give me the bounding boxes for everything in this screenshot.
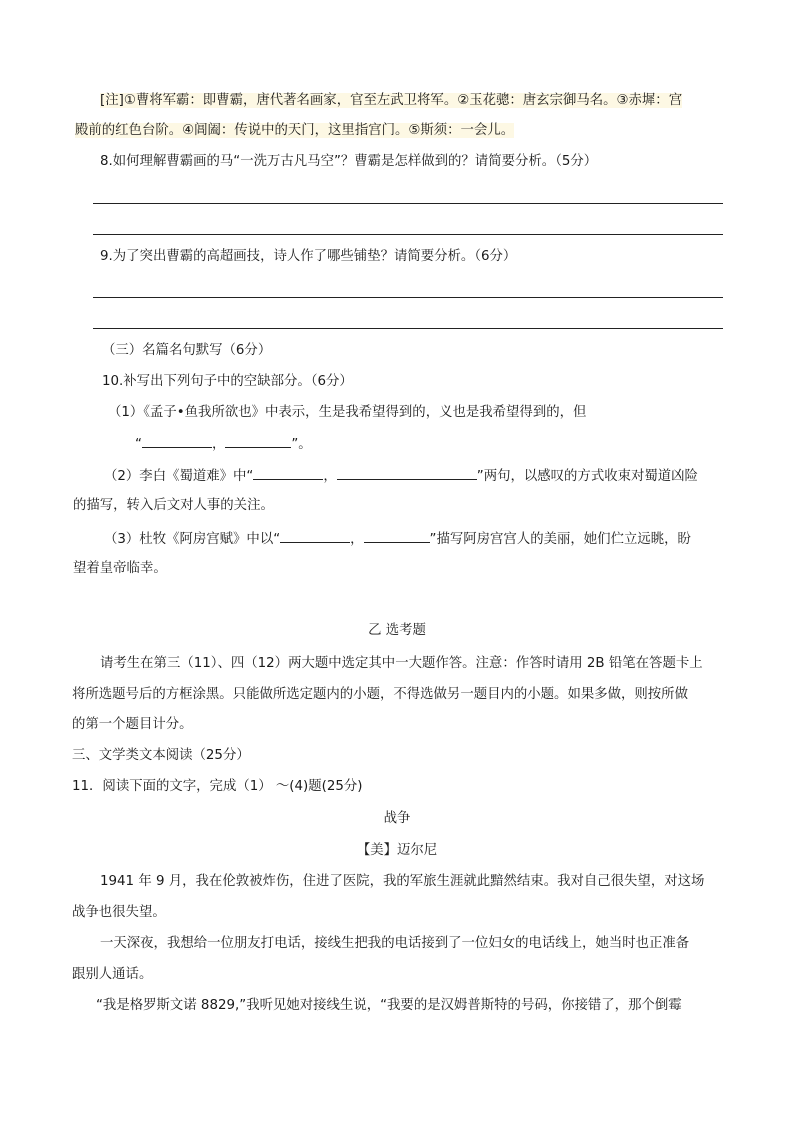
- notes-text-2: 殿前的红色台阶。④阊阖：传说中的天门，这里指宫门。⑤斯须：一会儿。: [75, 123, 515, 138]
- question-10: 10.补写出下列句子中的空缺部分。（6分）: [102, 374, 353, 389]
- question-10-3-pre: （3）杜牧《阿房宫赋》中以“: [104, 532, 281, 547]
- instructions-line-3: 的第一个题目计分。: [72, 717, 193, 732]
- answer-line[interactable]: [93, 297, 723, 298]
- answer-line[interactable]: [93, 328, 723, 329]
- question-9: 9.为了突出曹霸的高超画技，诗人作了哪些铺垫？请简要分析。（6分）: [100, 249, 517, 264]
- quote-open: “: [135, 437, 142, 452]
- quote-close: ”。: [291, 437, 312, 452]
- question-10-2-pre: （2）李白《蜀道难》中“: [104, 469, 254, 484]
- fill-blank[interactable]: [225, 433, 291, 448]
- notes-line-2: [75, 121, 514, 141]
- instructions-line-1: 请考生在第三（11）、四（12）两大题中选定其中一大题作答。注意：作答时请用 2B 铅笔在答题卡上: [100, 656, 703, 671]
- story-paragraph-2: 一天深夜，我想给一位朋友打电话，接线生把我的电话接到了一位妇女的电话线上，她当时也正准备: [100, 936, 690, 951]
- section-heading-literature: 三、文学类文本阅读（25分）: [72, 748, 250, 763]
- answer-line[interactable]: [93, 203, 723, 204]
- question-10-3-post: ”描写阿房宫宫人的美丽，她们伫立远眺，盼: [429, 532, 691, 547]
- story-paragraph-3: “我是格罗斯文诺 8829,”我听见她对接线生说，“我要的是汉姆普斯特的号码，你接错了，那个倒霉: [96, 998, 682, 1013]
- fill-blank[interactable]: [364, 528, 430, 543]
- notes-text-1: [注]①曹将军霸：即曹霸，唐代著名画家，官至左武卫将军。②玉花骢：唐玄宗御马名。③赤墀：宫: [100, 93, 683, 108]
- section-heading: （三）名篇名句默写（6分）: [102, 343, 272, 358]
- question-10-2-line2: 的描写，转入后文对人事的关注。: [73, 498, 274, 513]
- instructions-line-2: 将所选题号后的方框涂黑。只能做所选定题内的小题，不得选做另一题目内的小题。如果多做，则按所做: [72, 687, 688, 702]
- separator: ，: [323, 469, 337, 484]
- fill-blank[interactable]: [337, 465, 477, 480]
- fill-blank[interactable]: [280, 528, 350, 543]
- part-b-title: 乙 选考题: [368, 623, 426, 638]
- notes-line-1: [100, 91, 682, 111]
- question-10-1-blanks: [135, 433, 312, 455]
- fill-blank[interactable]: [253, 465, 323, 480]
- story-paragraph-1-cont: 战争也很失望。: [72, 905, 166, 920]
- separator: ，: [350, 532, 364, 547]
- question-10-2: [104, 465, 698, 487]
- story-paragraph-2-cont: 跟别人通话。: [72, 967, 153, 982]
- question-10-2-post: ”两句，以感叹的方式收束对蜀道凶险: [476, 469, 698, 484]
- question-11: 11．阅读下面的文字，完成（1） ～(4)题(25分): [72, 779, 363, 794]
- story-author: 【美】迈尔尼: [356, 843, 438, 858]
- separator: ，: [211, 437, 226, 452]
- question-8: 8.如何理解曹霸画的马“一洗万古凡马空”？曹霸是怎样做到的？请简要分析。（5分）: [100, 154, 598, 169]
- story-paragraph-1: 1941 年 9 月，我在伦敦被炸伤，住进了医院，我的军旅生涯就此黯然结束。我对自己很失望，对这场: [100, 874, 705, 889]
- question-10-3: [104, 528, 691, 550]
- question-10-1: （1）《孟子•鱼我所欲也》中表示，生是我希望得到的，义也是我希望得到的，但: [108, 405, 587, 420]
- fill-blank[interactable]: [142, 433, 212, 448]
- story-title: 战争: [383, 811, 411, 826]
- answer-line[interactable]: [93, 234, 723, 235]
- question-10-3-line2: 望着皇帝临幸。: [73, 561, 167, 576]
